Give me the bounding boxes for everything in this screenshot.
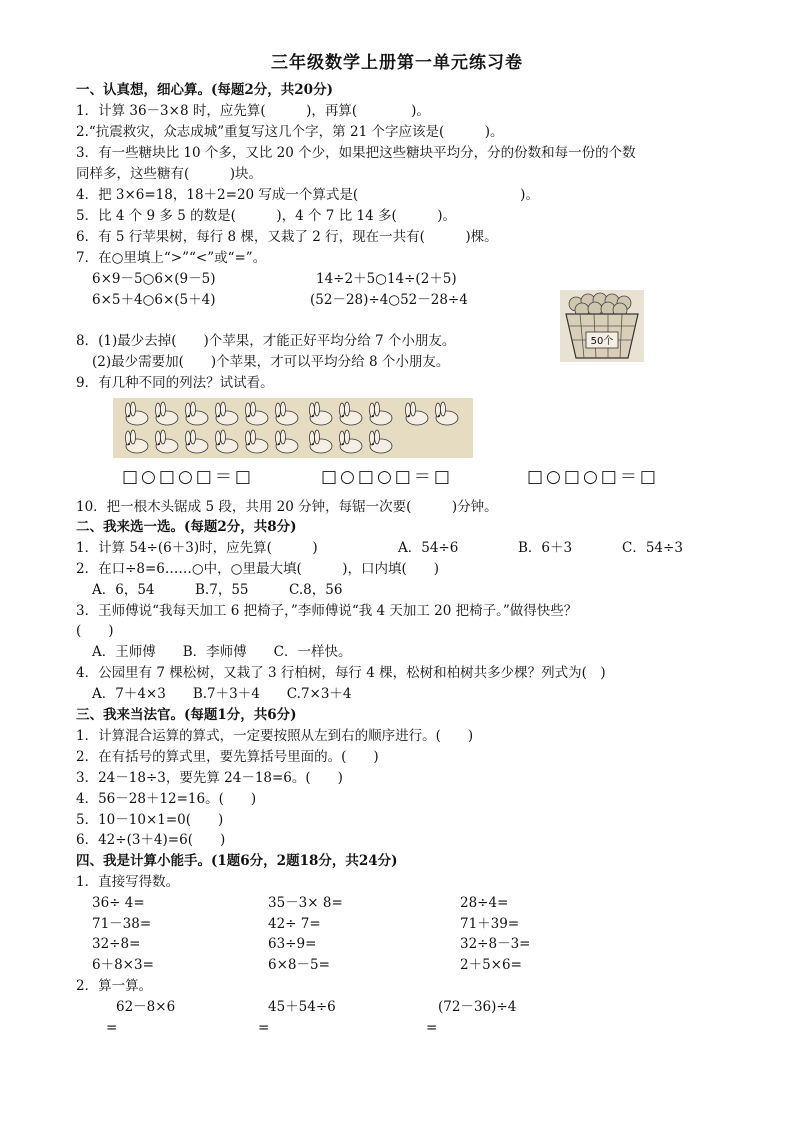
- s1-question-9: 9．有几种不同的列法？试试看。: [76, 375, 274, 391]
- mental-calc-item: 32÷8－3=: [460, 936, 531, 952]
- page-title: 三年级数学上册第一单元练习卷: [271, 53, 523, 73]
- basket-label: 50个: [590, 336, 614, 347]
- s1-question-1: 1．计算 36－3×8 时，应先算( )，再算( )。: [76, 103, 430, 119]
- apple-basket-image: [560, 290, 644, 362]
- s2-q1-option-a: A．54÷6: [398, 540, 459, 556]
- section-2-heading: 二、我来选一选。(每题2分，共8分): [76, 519, 297, 535]
- section-1-heading: 一、认真想，细心算。(每题2分，共20分): [76, 82, 333, 98]
- s4-sub-2: 2．算一算。: [76, 978, 153, 994]
- rabbit-icon: [340, 430, 363, 453]
- s3-item-1: 1．计算混合运算的算式，一定要按照从左到右的顺序进行。( ): [76, 728, 474, 744]
- s1-question-8a: 8．(1)最少去掉( )个苹果，才能正好平均分给 7 个小朋友。: [76, 333, 456, 349]
- calc-equals-1: =: [106, 1020, 118, 1036]
- rabbit-icon: [276, 402, 299, 425]
- s2-q4-options: A．7＋4×3 B.7＋3＋4 C.7×3＋4: [92, 686, 352, 702]
- s1-question-6: 6．有 5 行苹果树，每行 8 棵，又栽了 2 行，现在一共有( )棵。: [76, 229, 498, 245]
- calc-equals-3: =: [426, 1020, 438, 1036]
- rabbit-icon: [156, 402, 179, 425]
- equation-template-3: □○□○□＝□: [527, 467, 659, 487]
- rabbit-icon: [370, 430, 393, 453]
- rabbit-icon: [216, 402, 239, 425]
- equation-template-1: □○□○□＝□: [122, 467, 254, 487]
- rabbit-icon: [340, 402, 363, 425]
- s1-question-4: 4．把 3×6=18，18＋2=20 写成一个算式是( )。: [76, 187, 539, 203]
- s2-q2-options: A．6，54 B.7，55 C.8，56: [92, 582, 343, 598]
- s2-question-4: 4．公园里有 7 棵松树，又栽了 3 行柏树，每行 4 棵，松树和柏树共多少棵？列式为( ): [76, 665, 606, 681]
- s1-question-10: 10．把一根木头锯成 5 段，共用 20 分钟，每锯一次要( )分钟。: [76, 499, 498, 515]
- s2-question-2: 2．在口÷8=6……○中，○里最大填( )，口内填( ): [76, 561, 440, 577]
- mental-calc-item: 63÷9=: [268, 936, 317, 952]
- mental-calc-item: 32÷8=: [92, 936, 141, 952]
- section-4-heading: 四、我是计算小能手。(1题6分，2题18分，共24分): [76, 853, 398, 869]
- s1-question-5: 5．比 4 个 9 多 5 的数是( )，4 个 7 比 14 多( )。: [76, 208, 456, 224]
- rabbit-icon: [246, 430, 269, 453]
- mental-calc-item: 28÷4=: [460, 895, 509, 911]
- s4-sub-1: 1．直接写得数。: [76, 874, 180, 890]
- mental-calc-item: 71－38=: [92, 916, 152, 932]
- rabbit-icon: [186, 402, 209, 425]
- calc-equals-2: =: [258, 1020, 270, 1036]
- s3-item-2: 2．在有括号的算式里，要先算括号里面的。( ): [76, 749, 379, 765]
- s2-question-3b: ( ): [76, 623, 114, 639]
- s1-question-3b: 同样多，这些糖有( )块。: [76, 166, 263, 182]
- rabbit-icon: [246, 402, 269, 425]
- section-3-heading: 三、我来当法官。(每题1分，共6分): [76, 707, 297, 723]
- calc-expression-1: 62－8×6: [116, 999, 176, 1015]
- rabbit-icon: [276, 430, 299, 453]
- s2-q1-option-c: C．54÷3: [622, 540, 683, 556]
- calc-expression-2: 45＋54÷6: [268, 999, 336, 1015]
- calc-expression-3: (72－36)÷4: [438, 999, 517, 1015]
- rabbit-icon: [126, 430, 149, 453]
- mental-calc-item: 6×8－5=: [268, 957, 330, 973]
- s2-q3-options: A．王师傅 B．李师傅 C．一样快。: [92, 644, 352, 660]
- rabbit-icon: [310, 430, 333, 453]
- compare-expr-3: 6×5＋4○6×(5＋4): [92, 292, 216, 308]
- mental-calc-item: 42÷ 7=: [268, 916, 321, 932]
- rabbit-icon: [436, 402, 459, 425]
- compare-expr-4: (52－28)÷4○52－28÷4: [310, 292, 468, 308]
- s3-item-5: 5．10－10×1=0( ): [76, 812, 224, 828]
- rabbit-icon: [310, 402, 333, 425]
- mental-calc-item: 2＋5×6=: [460, 957, 522, 973]
- mental-calc-item: 35－3× 8=: [268, 895, 343, 911]
- s1-question-7: 7．在○里填上“>”“<”或“=”。: [76, 250, 267, 266]
- s2-q1-option-b: B．6＋3: [518, 540, 573, 556]
- rabbit-icon: [156, 430, 179, 453]
- s3-item-3: 3．24－18÷3，要先算 24－18=6。( ): [76, 770, 343, 786]
- compare-expr-1: 6×9－5○6×(9－5): [92, 271, 216, 287]
- compare-expr-2: 14÷2＋5○14÷(2＋5): [316, 271, 457, 287]
- equation-template-2: □○□○□＝□: [321, 467, 453, 487]
- s1-question-2: 2.“抗震救灾，众志成城”重复写这几个字，第 21 个字应该是( )。: [76, 124, 504, 140]
- s1-question-3a: 3．有一些糖块比 10 个多，又比 20 个少，如果把这些糖块平均分，分的份数和每一份的个数: [76, 145, 636, 161]
- rabbit-icon: [216, 430, 239, 453]
- rabbits-picture: [113, 398, 473, 458]
- s1-question-8b: (2)最少需要加( )个苹果，才可以平均分给 8 个小朋友。: [92, 354, 450, 370]
- rabbit-icon: [186, 430, 209, 453]
- mental-calc-item: 6＋8×3=: [92, 957, 154, 973]
- rabbit-icon: [126, 402, 149, 425]
- mental-calc-item: 71＋39=: [460, 916, 520, 932]
- s2-question-3a: 3．王师傅说“我每天加工 6 把椅子，”李师傅说“我 4 天加工 20 把椅子。”做得快些？: [76, 603, 578, 619]
- rabbit-icon: [406, 402, 429, 425]
- s2-question-1: 1．计算 54÷(6＋3)时，应先算( ): [76, 540, 318, 556]
- rabbit-icon: [370, 402, 393, 425]
- mental-calc-item: 36÷ 4=: [92, 895, 145, 911]
- s3-item-4: 4．56－28＋12=16。( ): [76, 791, 257, 807]
- s3-item-6: 6．42÷(3＋4)=6( ): [76, 832, 226, 848]
